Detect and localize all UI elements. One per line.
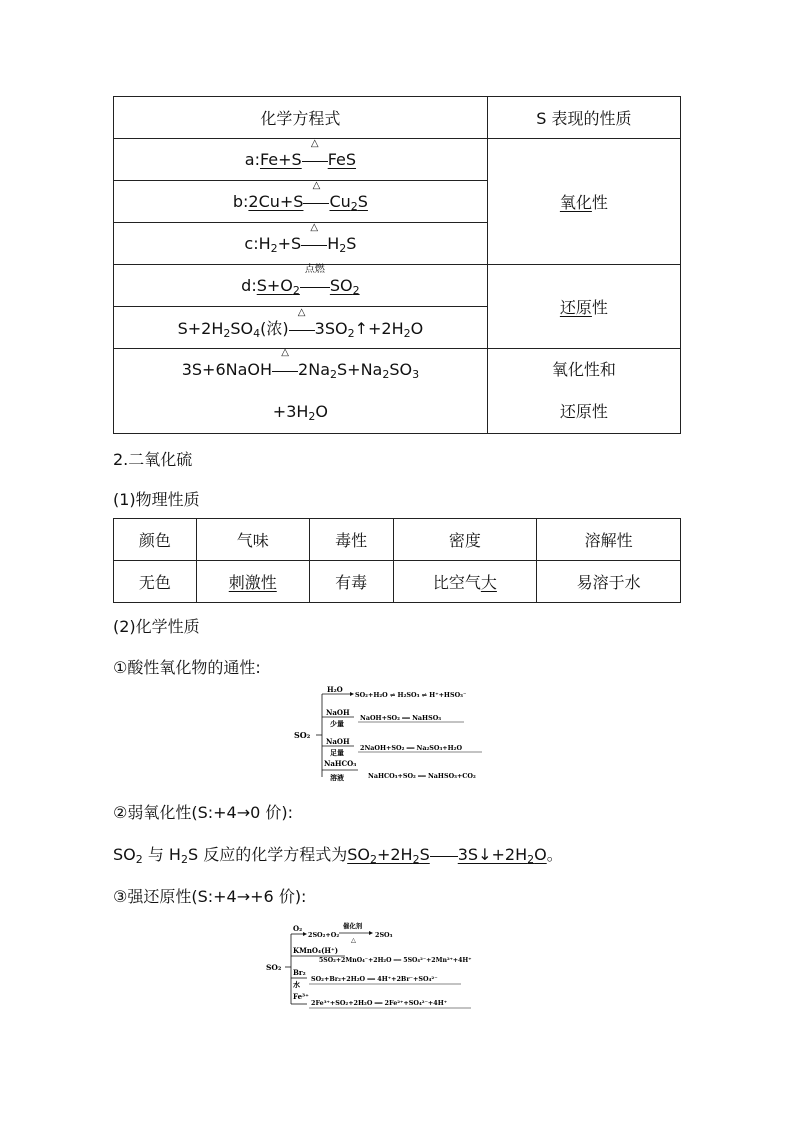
scheme2-cond-water: 水 (293, 980, 300, 989)
value-toxicity: 有毒 (309, 561, 393, 603)
scheme2-cond-catalyst: 催化剂 (343, 922, 363, 930)
scheme2-eq-fe3: 2Fe³⁺+SO₂+2H₂O ══ 2Fe²⁺+SO₄²⁻+4H⁺ (311, 999, 448, 1007)
scheme1-eq-naoh-excess: 2NaOH+SO₂ ══ Na₂SO₃+H₂O (360, 744, 463, 752)
scheme1-cond-excess: 足量 (330, 748, 344, 757)
table-row (114, 139, 681, 181)
table-header-row (114, 519, 681, 561)
scheme1-reagent-nahco3: NaHCO₃ (324, 759, 357, 768)
physical-properties-title: (1)物理性质 (113, 490, 200, 509)
acidic-oxide-title: ①酸性氧化物的通性: (113, 658, 261, 677)
weak-oxidizing-title: ②弱氧化性(S:+4→0 价): (113, 803, 294, 822)
scheme2-reagent-o2: O₂ (293, 924, 303, 933)
equation-c: $c:H_2+S$ △ $H_2S$ (114, 223, 488, 265)
arrow-icon: → (236, 887, 251, 906)
value-solubility: 易溶于水 (537, 561, 681, 603)
scheme1-reagent-naoh-excess: NaOH (326, 737, 350, 746)
scheme2-eq-o2-right: 2SO₃ (375, 931, 393, 939)
table-row (114, 265, 681, 307)
property-oxidizing: 氧化性 (487, 139, 680, 265)
header-color: 颜色 (114, 519, 197, 561)
h2s-reaction-line: $SO_2$ 与 $H_2S$ 反应的化学方程式为$SO_2+2H_2S$ $3S↓+2H_2O$。 (113, 845, 563, 866)
strong-reducing-title: ③强还原性(S:+4→+6 价): (113, 887, 307, 906)
equation-d: $d:S+O_2$ 点燃 $SO_2$ (114, 265, 488, 307)
header-equation: 化学方程式 (114, 97, 488, 139)
strong-reducing-scheme (265, 920, 535, 1014)
value-color: 无色 (114, 561, 197, 603)
table-row (114, 349, 681, 434)
scheme1-cond-less: 少量 (330, 719, 344, 728)
value-density: 比空气大 (393, 561, 537, 603)
scheme1-reagent-water: H₂O (327, 685, 343, 694)
scheme1-cond-solution: 溶液 (330, 773, 344, 782)
scheme2-reagent-kmno4: KMnO₄(H⁺) (293, 946, 339, 955)
scheme2-reagent-fe3: Fe³⁺ (293, 992, 309, 1001)
table-header-row (114, 97, 681, 139)
header-smell: 气味 (196, 519, 309, 561)
header-toxicity: 毒性 (309, 519, 393, 561)
scheme2-root: SO₂ (266, 963, 282, 972)
scheme1-root: SO₂ (294, 730, 311, 740)
header-property: S 表现的性质 (487, 97, 680, 139)
chemical-properties-title: (2)化学性质 (113, 617, 200, 636)
equation-naoh: 3S+6NaOH △ $2Na_2S+Na_2SO_3$ $+3H_2O$ (114, 349, 488, 434)
scheme1-eq-naoh-less: NaOH+SO₂ ══ NaHSO₃ (360, 714, 442, 722)
section-title: 2.二氧化硫 (113, 450, 193, 469)
header-density: 密度 (393, 519, 537, 561)
scheme2-eq-kmno4: 5SO₂+2MnO₄⁻+2H₂O ══ 5SO₄²⁻+2Mn²⁺+4H⁺ (319, 957, 472, 964)
scheme2-eq-br2: SO₂+Br₂+2H₂O ══ 4H⁺+2Br⁻+SO₄²⁻ (311, 975, 438, 983)
so2-physical-table (113, 518, 681, 603)
equation-b: b:2Cu+S △ $Cu_2S$ (114, 181, 488, 223)
equation-a: a:Fe+S △ FeS (114, 139, 488, 181)
acidic-oxide-scheme (292, 684, 512, 786)
header-solubility: 溶解性 (537, 519, 681, 561)
scheme2-eq-o2-left: 2SO₂+O₂ (308, 931, 340, 939)
property-reducing: 还原性 (487, 265, 680, 349)
arrow-icon: → (236, 803, 251, 822)
value-smell: 刺激性 (196, 561, 309, 603)
property-both: 氧化性和 还原性 (487, 349, 680, 434)
table-row (114, 561, 681, 603)
sulfur-properties-table (113, 96, 681, 434)
scheme1-eq-nahco3: NaHCO₃+SO₂ ══ NaHSO₃+CO₂ (368, 772, 476, 780)
scheme2-cond-heat: △ (351, 936, 356, 944)
scheme1-eq-water: SO₂+H₂O ⇌ H₂SO₃ ⇌ H⁺+HSO₃⁻ (355, 691, 467, 699)
equation-conc-sulfuric: $S+2H_2SO_4$(浓) △ $3SO_2↑+2H_2O$ (114, 307, 488, 349)
scheme1-reagent-naoh-less: NaOH (326, 708, 350, 717)
scheme2-reagent-br2: Br₂ (293, 968, 306, 977)
